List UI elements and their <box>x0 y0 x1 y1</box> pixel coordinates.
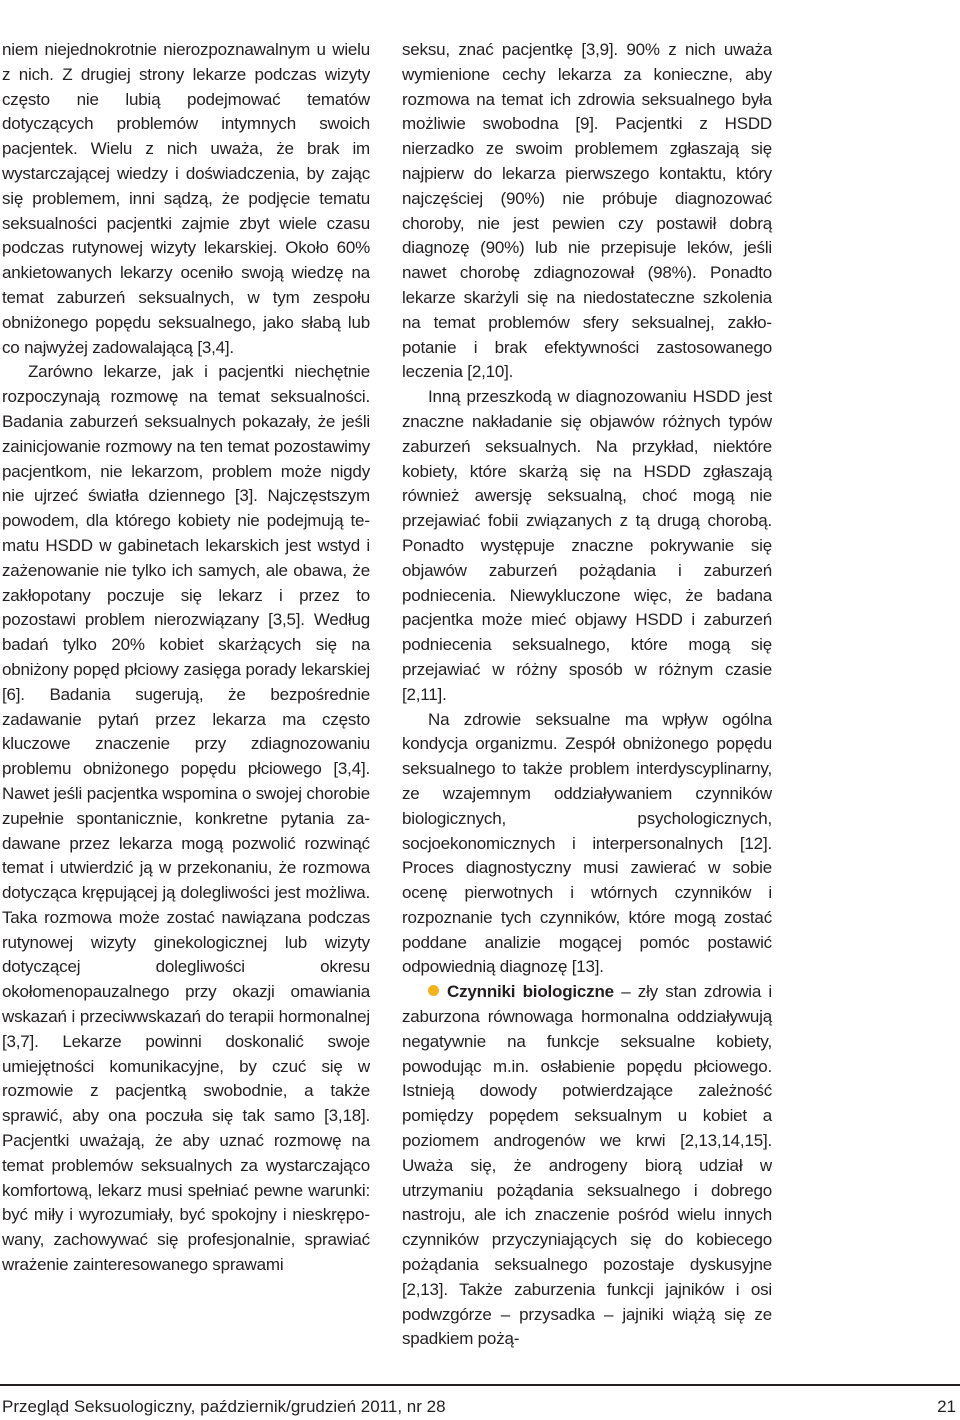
section-text: – zły stan zdrowia i zaburzona równowaga hormonalna oddziaływują negatywnie na funkcje seksualne kobiety, powodując m.in. osłabienie popędu płciowego. Istnieją dowody potwierdzające zależność pomiędzy popędem seksualnym u kobiet a poziomem androgenów we krwi [2,13,14,15]. Uważa się, że androgeny biorą udział w utrzymaniu pożądania seksualnego i dobrego nastroju, ale ich znaczenie pośród wielu innych czynników przyczyniających się do kobiecego pożądania seksualnego pozostaje dyskusyjne [2,13]. Także zaburzenia funkcji jajników i osi podwzgórze – przysadka – jajniki wiążą się ze spadkiem pożą- <box>402 982 773 1349</box>
right-paragraph-3: Na zdrowie seksualne ma wpływ ogólna kondycja organizmu. Zespół obniżonego popędu seksualnego to także problem interdyscyplinarny, ze wzajemnym oddziaływaniem czynników biologicznych, psychologicznych, socjoekonomicznych i interpersonalnych [12]. Proces diagnostyczny musi zawierać w sobie ocenę pierwotnych i wtórnych czynników i rozpoznanie tych czynników, które mogą zostać poddane analizie mogącej pomóc postawić odpowiednią diagnozę [13]. <box>402 709 772 977</box>
footer-journal: Przegląd Seksuologiczny, październik/grudzień 2011, nr 28 <box>2 1397 446 1416</box>
footer-divider <box>0 1384 960 1386</box>
right-paragraph-1: seksu, znać pacjentkę [3,9]. 90% z nich uważa wymienione cechy lekarza za konieczne, aby rozmowa na temat ich zdrowia seksualnego była możliwie swobodna [9]. Pacjentki z HSDD nierzadko ze swoim problemem zgłaszają się najpierw do lekarza pierwszego kontaktu, który najczęściej (90%) nie próbuje diagnozować choroby, nie jest pewien czy postawił dobrą diagnozę (90%) lub nie przepisuje leków, jeśli nawet chorobę zdiagnozował (98%). Ponadto lekarze skarżyli się na niedostateczne szkolenia na temat problemów sfery seksualnej, zakłopotanie i brak efektywności zastosowanego leczenia [2,10]. <box>402 40 772 382</box>
right-column <box>402 38 772 1352</box>
page-number: 21 <box>937 1397 956 1416</box>
right-paragraph-4 <box>402 980 772 1352</box>
bullet-icon <box>428 985 439 996</box>
section-term: Czynniki biologiczne <box>447 982 614 1002</box>
left-paragraph-2: Zarówno lekarze, jak i pacjentki niechętnie rozpoczynają rozmowę na temat seksualności. Badania zaburzeń seksualnych pokazały, że jeśli zainicjowanie rozmowy na ten temat pozostawimy pacjentkom, nie lekarzom, problem może nigdy nie ujrzeć światła dziennego [3]. Najczęstszym powodem, dla którego kobiety nie podejmują tematu HSDD w gabinetach lekarskich jest wstyd i zażenowanie nie tylko ich samych, ale obawa, że zakłopotany poczuje się lekarz i przez to pozostawi problem nierozwiązany [3,5]. Według badań tylko 20% kobiet skarżących się na obniżony popęd płciowy zasięga porady lekarskiej [6]. Badania sugerują, że bezpośrednie zadawanie pytań przez lekarza ma często kluczowe znaczenie przy zdiagnozowaniu problemu obniżonego popędu płciowego [3,4]. Nawet jeśli pacjentka wspomina o swojej chorobie zupełnie spontanicznie, konkretne pytania zadawane przez lekarza mogą pozwolić rozwinąć temat i utwierdzić ją w przekonaniu, że rozmowa dotycząca krępującej ją dolegliwości jest możliwa. Taka rozmowa może zostać nawiązana podczas rutynowej wizyty ginekologicznej lub wizyty dotyczącej dolegliwości okresu okołomenopauzalnego przy okazji omawiania wskazań i przeciwwskazań do terapii hormonalnej [3,7]. Lekarze powinni doskonalić swoje umiejętności komunikacyjne, by czuć się w rozmowie z pacjentką swobodnie, a także sprawić, aby ona poczuła się tak samo [3,18]. Pacjentki uważają, że aby uznać rozmowę na temat problemów seksualnych za wystarczająco komfortową, lekarz musi spełniać pewne warunki: być miły i wyrozumiały, być spokojny i nieskrępowany, zachowywać się profesjonalnie, sprawiać wrażenie zainteresowanego sprawami <box>2 362 370 1275</box>
right-paragraph-2: Inną przeszkodą w diagnozowaniu HSDD jest znaczne nakładanie się objawów różnych typów zaburzeń seksualnych. Na przykład, niektóre kobiety, które skarżą się na HSDD zgłaszają również awersję seksualną, choć mogą nie przejawiać fobii związanych z tą drugą chorobą. Ponadto występuje znaczne pokrywanie się objawów zaburzeń pożądania i zaburzeń podniecenia. Niewykluczone więc, że badana pacjentka może mieć objawy HSDD i zaburzeń podniecenia seksualnego, które mogą się przejawiać w różny sposób w różnym czasie [2,11]. <box>402 387 772 704</box>
left-column <box>2 38 370 1278</box>
left-paragraph-1: niem niejednokrotnie nierozpoznawalnym u wielu z nich. Z drugiej strony lekarze podczas wizyty często nie lubią podejmować tematów dotyczących problemów intymnych swoich pacjentek. Wielu z nich uważa, że brak im wystarczającej wiedzy i doświadczenia, by zając się problemem, inni sądzą, że podjęcie tematu seksualności pacjentki zajmie zbyt wiele czasu podczas rutynowej wizyty lekarskiej. Około 60% ankietowanych lekarzy oceniło swoją wiedzę na temat zaburzeń seksualnych, w tym zespołu obniżonego popędu seksualnego, jako słabą lub co najwyżej zadowalającą [3,4]. <box>2 40 370 357</box>
